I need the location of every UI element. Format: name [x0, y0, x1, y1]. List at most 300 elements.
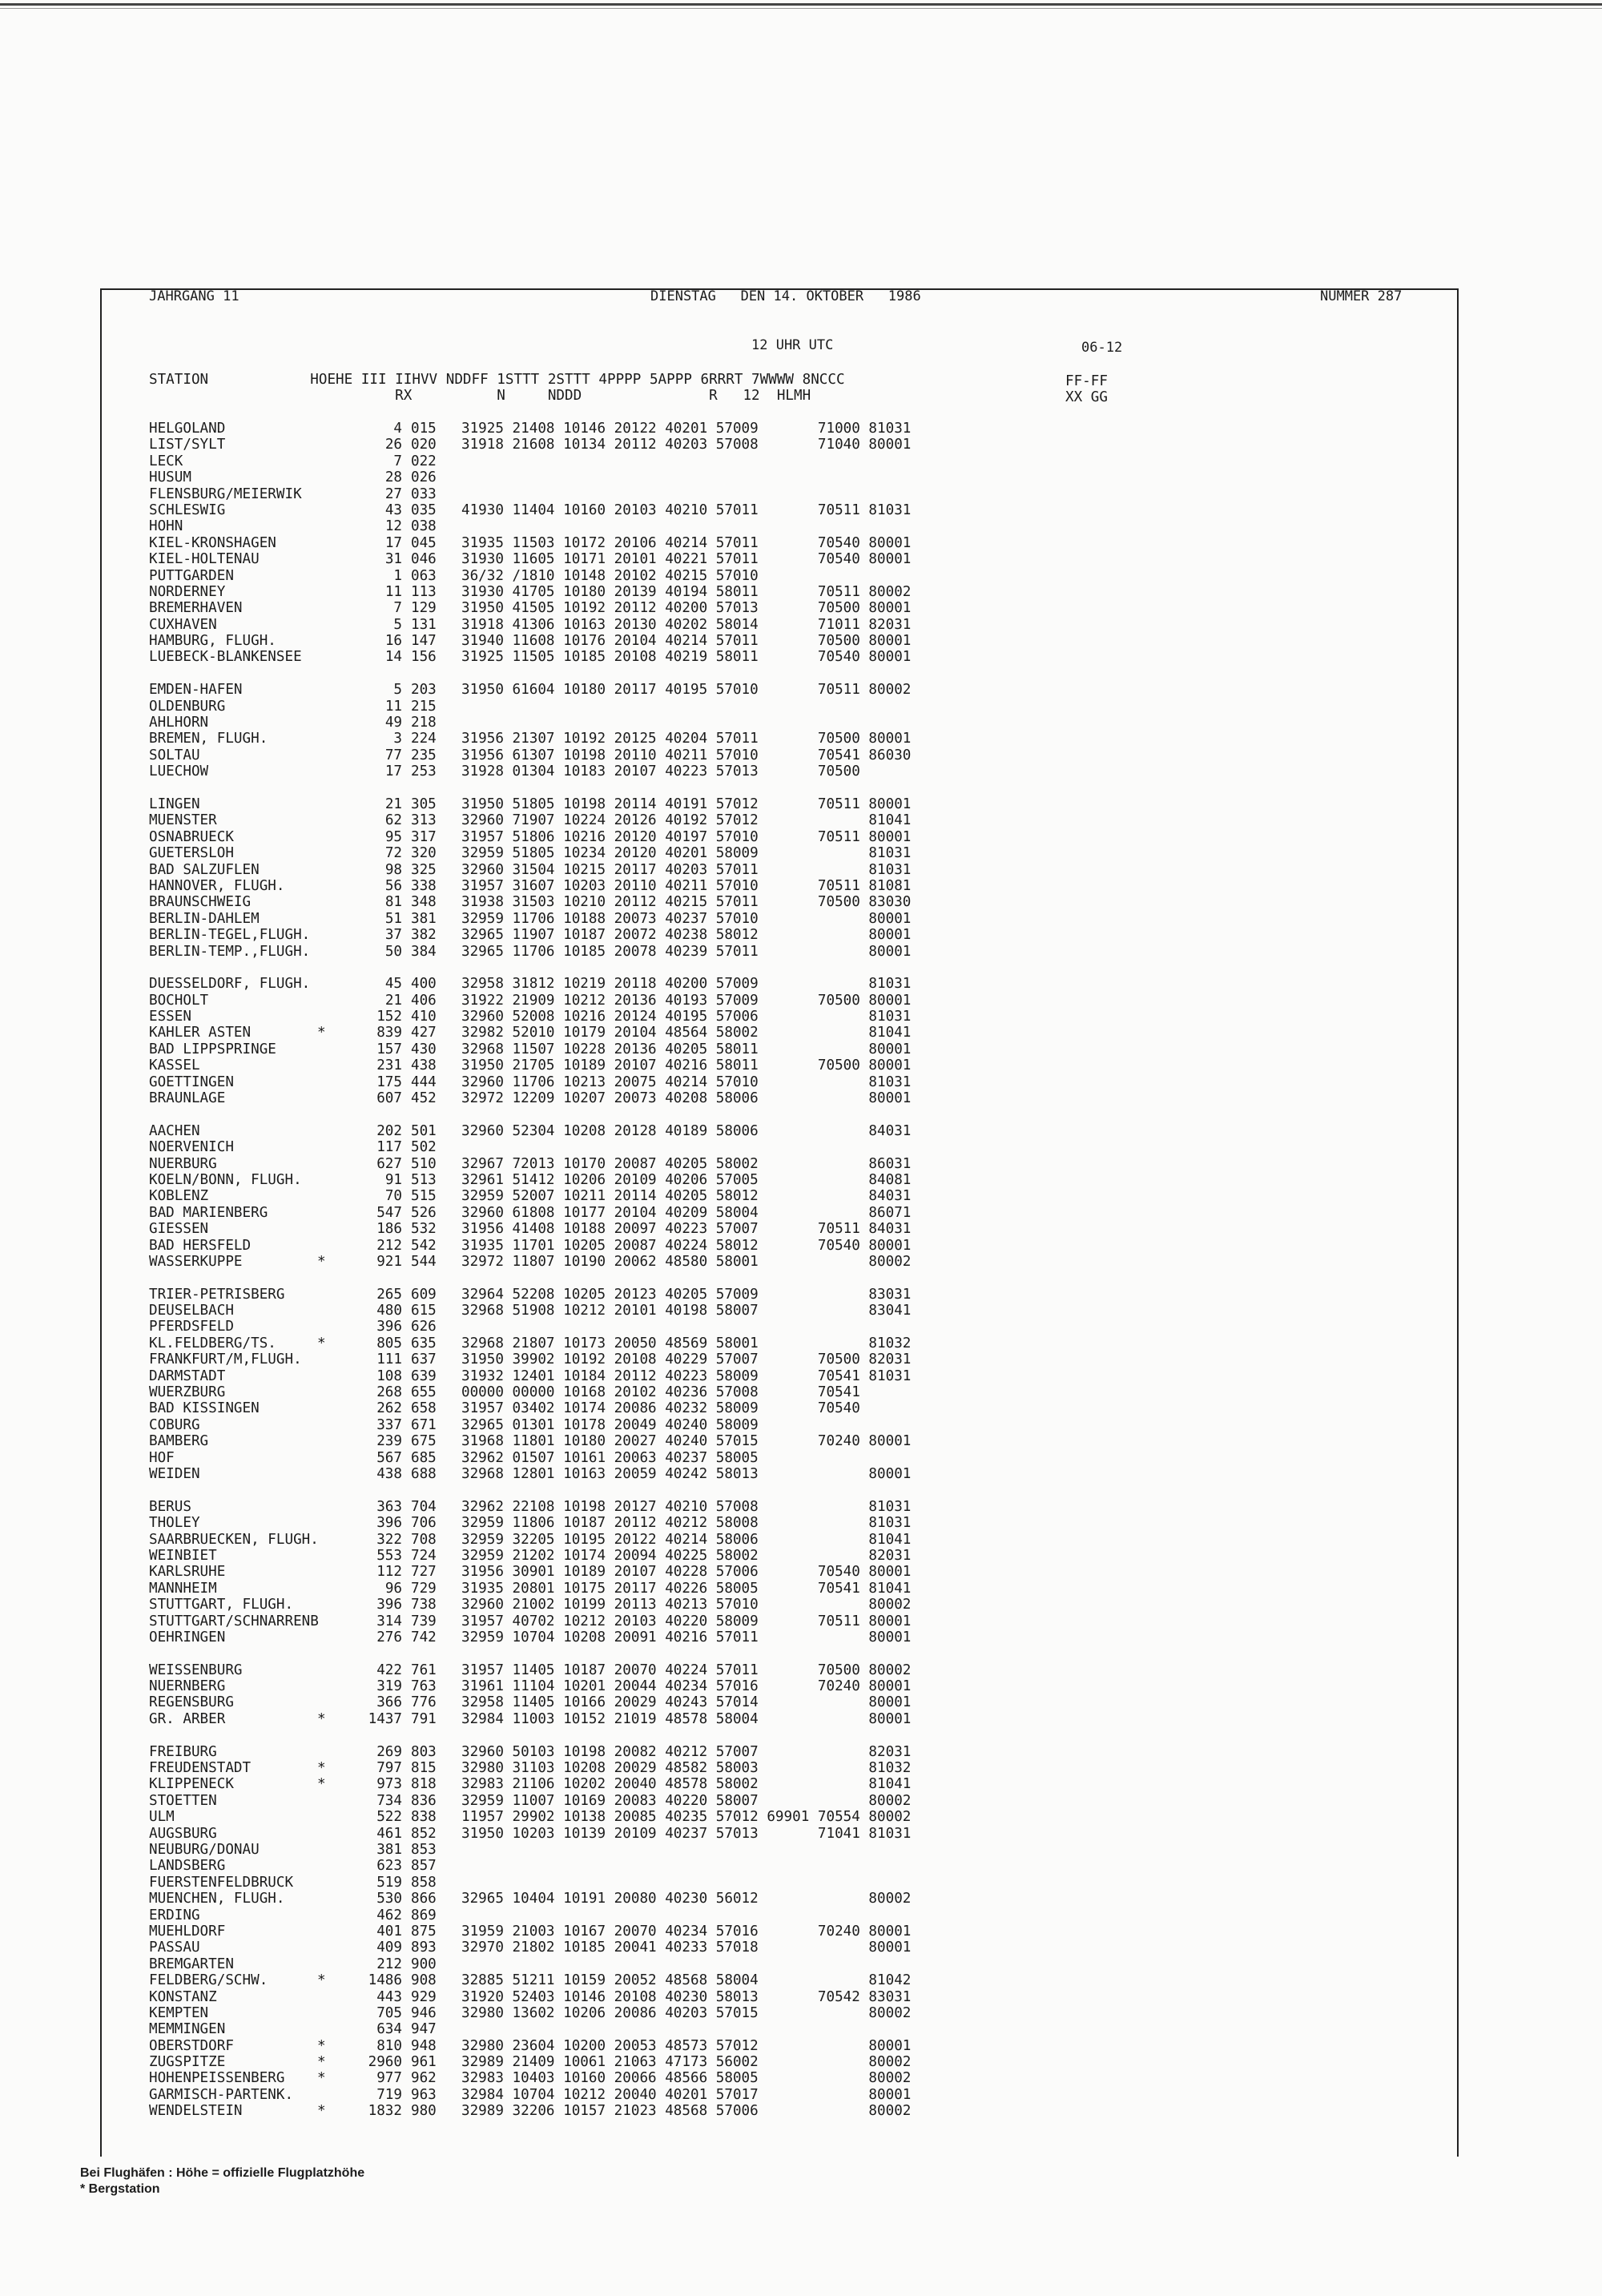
synop-groups: 32983 10403 10160 20066 48566 58005 80002: [461, 2070, 912, 2087]
station-height: 396: [376, 1319, 402, 1335]
station-number: 963: [411, 2086, 437, 2103]
station-height: 14: [384, 649, 402, 666]
station-number: 501: [411, 1122, 437, 1139]
table-row: [149, 1057, 1206, 1073]
station-number: 708: [411, 1531, 437, 1548]
station-name: WUERZBURG: [149, 1384, 226, 1401]
station-number: 639: [411, 1368, 437, 1384]
station-number: 818: [411, 1776, 437, 1793]
table-row: [149, 731, 1206, 747]
synop-groups: 32960 31504 10215 20117 40203 57011 81031: [461, 861, 912, 878]
synop-groups: 31925 21408 10146 20122 40201 57009 71000 81031: [461, 421, 912, 437]
station-number: 724: [411, 1547, 437, 1564]
table-row: [149, 1760, 1206, 1776]
table-row: [149, 1335, 1206, 1351]
station-height: 111: [376, 1351, 402, 1368]
station-height: 17: [384, 534, 402, 551]
station-number: 045: [411, 534, 437, 551]
table-row: [149, 862, 1206, 878]
column-header-right-2: XX GG: [1065, 389, 1108, 405]
station-height: 11: [384, 583, 402, 600]
station-name: HOHENPEISSENBERG: [149, 2070, 285, 2087]
table-row: [149, 1400, 1206, 1416]
station-height: 5: [393, 616, 402, 633]
table-row: [149, 812, 1206, 828]
station-name: BAD MARIENBERG: [149, 1204, 268, 1221]
station-number: 900: [411, 1956, 437, 1972]
table-row: [149, 1678, 1206, 1694]
table-row: [149, 1956, 1206, 1972]
station-height: 5: [393, 682, 402, 699]
station-height: 921: [376, 1253, 402, 1270]
station-height: 70: [384, 1188, 402, 1205]
synop-groups: 31950 10203 10139 20109 40237 57013 71041 81031: [461, 1825, 912, 1842]
station-height: 705: [376, 2004, 402, 2021]
station-height: 239: [376, 1433, 402, 1450]
station-name: KIEL-HOLTENAU: [149, 551, 260, 568]
station-name: GR. ARBER: [149, 1710, 226, 1727]
synop-groups: 31957 03402 10174 20086 40232 58009 70540: [461, 1400, 860, 1417]
station-height: 91: [384, 1171, 402, 1188]
table-row: [149, 1826, 1206, 1842]
station-name: BREMGARTEN: [149, 1956, 234, 1972]
station-height: 51: [384, 910, 402, 927]
table-row: [149, 617, 1206, 633]
station-number: 038: [411, 518, 437, 535]
table-row: [149, 1041, 1206, 1057]
station-number: 893: [411, 1940, 437, 1956]
station-name: ZUGSPITZE: [149, 2054, 226, 2071]
synop-groups: 32885 51211 10159 20052 48568 58004 81042: [461, 1972, 912, 1989]
table-row: [149, 2021, 1206, 2037]
table-row: [149, 894, 1206, 910]
station-number: 438: [411, 1057, 437, 1074]
synop-groups: 32959 52007 10211 20114 40205 58012 84031: [461, 1188, 912, 1205]
synop-groups: 31950 51805 10198 20114 40191 57012 70511 80001: [461, 796, 912, 812]
station-name: KONSTANZ: [149, 1988, 217, 2005]
station-number: 948: [411, 2037, 437, 2054]
table-row: [149, 796, 1206, 812]
synop-groups: 32983 21106 10202 20040 48578 58002 81041: [461, 1776, 912, 1793]
station-height: 72: [384, 845, 402, 862]
station-number: 156: [411, 649, 437, 666]
table-row: [149, 1466, 1206, 1482]
synop-groups: 31950 39902 10192 20108 40229 57007 70500 82031: [461, 1351, 912, 1368]
table-row: [149, 1891, 1206, 1907]
station-height: 381: [376, 1841, 402, 1858]
synop-groups: 32959 11706 10188 20073 40237 57010 80001: [461, 910, 912, 927]
station-number: 803: [411, 1743, 437, 1760]
station-height: 396: [376, 1597, 402, 1613]
station-number: 858: [411, 1874, 437, 1891]
table-row: [149, 2070, 1206, 2086]
synop-groups: 32972 12209 10207 20073 40208 58006 80001: [461, 1090, 912, 1107]
station-number: 609: [411, 1286, 437, 1303]
station-height: 810: [376, 2037, 402, 2054]
table-row: [149, 911, 1206, 927]
table-row: [149, 1188, 1206, 1204]
station-height: 50: [384, 943, 402, 960]
station-height: 396: [376, 1515, 402, 1532]
column-header-right-1: FF-FF: [1065, 373, 1108, 389]
station-number: 857: [411, 1858, 437, 1875]
station-name: NORDERNEY: [149, 583, 226, 600]
station-name: BERLIN-TEMP.,FLUGH.: [149, 943, 311, 960]
station-number: 313: [411, 812, 437, 829]
station-name: WASSERKUPPE: [149, 1253, 243, 1270]
station-height: 422: [376, 1662, 402, 1678]
column-header-2: RX N NDDD R 12 HLMH: [149, 388, 811, 404]
station-height: 1486: [368, 1972, 402, 1989]
station-number: 908: [411, 1972, 437, 1989]
table-row: [149, 1564, 1206, 1580]
station-name: BAMBERG: [149, 1433, 209, 1450]
station-name: KOELN/BONN, FLUGH.: [149, 1171, 302, 1188]
table-row: [149, 1711, 1206, 1727]
synop-groups: 32960 61808 10177 20104 40209 58004 86071: [461, 1204, 912, 1221]
station-number: 510: [411, 1155, 437, 1172]
station-name: LINGEN: [149, 796, 200, 812]
mountain-marker: *: [317, 1776, 326, 1793]
station-number: 513: [411, 1171, 437, 1188]
station-number: 129: [411, 600, 437, 617]
station-height: 202: [376, 1122, 402, 1139]
station-number: 147: [411, 633, 437, 650]
station-height: 37: [384, 927, 402, 944]
table-row: [149, 715, 1206, 731]
synop-groups: 32960 52304 10208 20128 40189 58006 84031: [461, 1122, 912, 1139]
station-name: ULM: [149, 1809, 175, 1826]
station-number: 836: [411, 1792, 437, 1809]
station-name: HANNOVER, FLUGH.: [149, 877, 285, 894]
table-row: [149, 927, 1206, 943]
station-number: 761: [411, 1662, 437, 1678]
station-name: BERLIN-DAHLEM: [149, 910, 260, 927]
station-number: 962: [411, 2070, 437, 2087]
station-number: 763: [411, 1678, 437, 1695]
table-row: [149, 1499, 1206, 1515]
station-name: KARLSRUHE: [149, 1564, 226, 1581]
synop-groups: 31956 61307 10198 20110 40211 57010 70541 86030: [461, 747, 912, 763]
synop-groups: 31930 11605 10171 20101 40221 57011 70540 80001: [461, 551, 912, 568]
station-height: 314: [376, 1613, 402, 1629]
footnote-mountain: * Bergstation: [80, 2182, 160, 2196]
station-name: GIESSEN: [149, 1221, 209, 1238]
station-name: PUTTGARDEN: [149, 567, 234, 584]
synop-groups: 41930 11404 10160 20103 40210 57011 70511 81031: [461, 501, 912, 518]
synop-groups: 32965 01301 10178 20049 40240 58009: [461, 1416, 759, 1433]
mountain-marker: *: [317, 2054, 326, 2071]
table-row: [149, 1532, 1206, 1548]
table-row: [149, 1074, 1206, 1090]
table-row: [149, 976, 1206, 992]
table-row: [149, 568, 1206, 584]
station-height: 519: [376, 1874, 402, 1891]
synop-groups: 31925 11505 10185 20108 40219 58011 70540 80001: [461, 649, 912, 666]
nummer: NUMMER 287: [1320, 288, 1403, 304]
synop-groups: 31957 51806 10216 20120 40197 57010 70511 80001: [461, 828, 912, 845]
table-row: [149, 1515, 1206, 1531]
mountain-marker: *: [317, 1025, 326, 1041]
synop-groups: 32980 13602 10206 20086 40203 57015 80002: [461, 2004, 912, 2021]
synop-groups: 32965 11907 10187 20072 40238 58012 80001: [461, 927, 912, 944]
synop-groups: 32965 10404 10191 20080 40230 56012 80002: [461, 1891, 912, 1907]
station-name: AHLHORN: [149, 715, 209, 731]
station-number: 838: [411, 1809, 437, 1826]
table-row: [149, 2103, 1206, 2119]
table-row: [149, 453, 1206, 469]
mountain-marker: *: [317, 1972, 326, 1989]
station-height: 438: [376, 1466, 402, 1482]
group-gap: [149, 780, 1206, 796]
table-row: [149, 421, 1206, 437]
table-row: [149, 551, 1206, 567]
synop-groups: 31950 21705 10189 20107 40216 58011 70500 80001: [461, 1057, 912, 1074]
station-number: 961: [411, 2054, 437, 2071]
table-row: [149, 1205, 1206, 1221]
table-row: [149, 486, 1206, 502]
station-number: 729: [411, 1580, 437, 1597]
table-row: [149, 699, 1206, 715]
station-name: LUECHOW: [149, 763, 209, 780]
table-row: [149, 1842, 1206, 1858]
station-height: 212: [376, 1237, 402, 1254]
table-row: [149, 1809, 1206, 1825]
station-height: 607: [376, 1090, 402, 1107]
synop-groups: 31932 12401 10184 20112 40223 58009 70541 81031: [461, 1368, 912, 1384]
station-height: 337: [376, 1416, 402, 1433]
table-row: [149, 469, 1206, 485]
synop-groups: 31957 31607 10203 20110 40211 57010 70511 81081: [461, 877, 912, 894]
synop-groups: 31918 41306 10163 20130 40202 58014 71011 82031: [461, 616, 912, 633]
station-height: 553: [376, 1547, 402, 1564]
station-number: 410: [411, 1009, 437, 1025]
table-row: [149, 878, 1206, 894]
station-number: 215: [411, 698, 437, 715]
station-name: SCHLESWIG: [149, 501, 226, 518]
station-height: 973: [376, 1776, 402, 1793]
station-height: 81: [384, 894, 402, 911]
station-height: 11: [384, 698, 402, 715]
table-row: [149, 2005, 1206, 2021]
synop-groups: 32960 11706 10213 20075 40214 57010 81031: [461, 1073, 912, 1090]
table-row: [149, 1368, 1206, 1384]
mountain-marker: *: [317, 1710, 326, 1727]
station-name: HAMBURG, FLUGH.: [149, 633, 276, 650]
station-name: NEUBURG/DONAU: [149, 1841, 260, 1858]
synop-groups: 32960 21002 10199 20113 40213 57010 80002: [461, 1597, 912, 1613]
station-name: PFERDSFELD: [149, 1319, 234, 1335]
table-row: [149, 649, 1206, 665]
station-number: 384: [411, 943, 437, 960]
table-row: [149, 1793, 1206, 1809]
station-name: NUERBURG: [149, 1155, 217, 1172]
synop-groups: 32968 11507 10228 20136 40205 58011 80001: [461, 1041, 912, 1057]
station-name: EMDEN-HAFEN: [149, 682, 243, 699]
station-name: ESSEN: [149, 1009, 191, 1025]
station-name: LECK: [149, 453, 183, 469]
station-height: 623: [376, 1858, 402, 1875]
station-name: AUGSBURG: [149, 1825, 217, 1842]
table-row: [149, 1123, 1206, 1139]
station-height: 62: [384, 812, 402, 829]
station-name: BRAUNLAGE: [149, 1090, 226, 1107]
station-height: 522: [376, 1809, 402, 1826]
table-row: [149, 1221, 1206, 1237]
table-row: [149, 1254, 1206, 1270]
station-number: 688: [411, 1466, 437, 1482]
synop-groups: 31950 61604 10180 20117 40195 57010 70511 80002: [461, 682, 912, 699]
station-number: 046: [411, 551, 437, 568]
station-height: 2960: [368, 2054, 402, 2071]
station-name: KASSEL: [149, 1057, 200, 1074]
station-name: COBURG: [149, 1416, 200, 1433]
table-row: [149, 600, 1206, 616]
station-height: 45: [384, 976, 402, 993]
synop-groups: 31956 21307 10192 20125 40204 57011 70500 80001: [461, 731, 912, 747]
station-height: 43: [384, 501, 402, 518]
table-row: [149, 763, 1206, 779]
footnote-airports: Bei Flughäfen : Höhe = offizielle Flugplatzhöhe: [80, 2166, 365, 2180]
synop-groups: 32980 31103 10208 20029 48582 58003 81032: [461, 1760, 912, 1777]
station-height: 401: [376, 1923, 402, 1940]
station-height: 27: [384, 485, 402, 502]
table-row: [149, 1629, 1206, 1645]
station-height: 186: [376, 1221, 402, 1238]
station-name: BERLIN-TEGEL,FLUGH.: [149, 927, 311, 944]
station-number: 338: [411, 877, 437, 894]
station-name: PASSAU: [149, 1940, 200, 1956]
station-name: HUSUM: [149, 469, 191, 486]
station-name: WEIDEN: [149, 1466, 200, 1482]
station-height: 152: [376, 1009, 402, 1025]
station-name: GARMISCH-PARTENK.: [149, 2086, 294, 2103]
station-number: 515: [411, 1188, 437, 1205]
station-number: 875: [411, 1923, 437, 1940]
station-name: FRANKFURT/M,FLUGH.: [149, 1351, 302, 1368]
station-name: BAD HERSFELD: [149, 1237, 252, 1254]
station-number: 381: [411, 910, 437, 927]
station-number: 224: [411, 731, 437, 747]
station-height: 212: [376, 1956, 402, 1972]
table-row: [149, 1581, 1206, 1597]
table-row: [149, 1351, 1206, 1368]
synop-groups: 32964 52208 10205 20123 40205 57009 83031: [461, 1286, 912, 1303]
station-number: 742: [411, 1629, 437, 1645]
station-name: CUXHAVEN: [149, 616, 217, 633]
station-height: 1832: [368, 2103, 402, 2120]
station-height: 17: [384, 763, 402, 780]
synop-groups: 32984 10704 10212 20040 40201 57017 80001: [461, 2086, 912, 2103]
table-row: [149, 2087, 1206, 2103]
station-number: 406: [411, 992, 437, 1009]
station-name: STUTTGART/SCHNARRENB: [149, 1613, 319, 1629]
station-height: 157: [376, 1041, 402, 1057]
station-height: 480: [376, 1303, 402, 1319]
synop-groups: 32959 21202 10174 20094 40225 58002 82031: [461, 1547, 912, 1564]
station-name: BAD SALZUFLEN: [149, 861, 260, 878]
station-name: FLENSBURG/MEIERWIK: [149, 485, 302, 502]
table-row: [149, 1744, 1206, 1760]
station-name: KIEL-KRONSHAGEN: [149, 534, 276, 551]
station-number: 869: [411, 1907, 437, 1923]
synop-groups: 32961 51412 10206 20109 40206 57005 84081: [461, 1171, 912, 1188]
station-name: HELGOLAND: [149, 421, 226, 437]
station-number: 400: [411, 976, 437, 993]
station-name: LUEBECK-BLANKENSEE: [149, 649, 302, 666]
table-row: [149, 1090, 1206, 1106]
station-name: LIST/SYLT: [149, 437, 226, 453]
station-number: 026: [411, 469, 437, 486]
table-row: [149, 633, 1206, 649]
station-name: OBERSTDORF: [149, 2037, 234, 2054]
synop-groups: 32982 52010 10179 20104 48564 58002 81041: [461, 1025, 912, 1041]
station-height: 98: [384, 861, 402, 878]
synop-groups: 32959 10704 10208 20091 40216 57011 80001: [461, 1629, 912, 1645]
station-number: 685: [411, 1449, 437, 1466]
station-name: HOHN: [149, 518, 183, 535]
station-name: SOLTAU: [149, 747, 200, 763]
table-row: [149, 535, 1206, 551]
station-height: 443: [376, 1988, 402, 2005]
station-name: WENDELSTEIN: [149, 2103, 243, 2120]
station-name: STOETTEN: [149, 1792, 217, 1809]
station-number: 113: [411, 583, 437, 600]
station-number: 532: [411, 1221, 437, 1238]
synop-groups: 32984 11003 10152 21019 48578 58004 80001: [461, 1710, 912, 1727]
synop-groups: 31920 52403 10146 20108 40230 58013 70542 83031: [461, 1988, 912, 2005]
station-height: 276: [376, 1629, 402, 1645]
group-gap: [149, 666, 1206, 682]
table-row: [149, 584, 1206, 600]
station-name: KEMPTEN: [149, 2004, 209, 2021]
station-height: 719: [376, 2086, 402, 2103]
synop-groups: 32959 11007 10169 20083 40220 58007 80002: [461, 1792, 912, 1809]
station-number: 815: [411, 1760, 437, 1777]
synop-groups: 31930 41705 10180 20139 40194 58011 70511 80002: [461, 583, 912, 600]
station-number: 452: [411, 1090, 437, 1107]
observation-time: 12 UHR UTC: [751, 337, 834, 353]
station-height: 366: [376, 1694, 402, 1711]
station-number: 739: [411, 1613, 437, 1629]
station-number: 444: [411, 1073, 437, 1090]
station-number: 325: [411, 861, 437, 878]
station-number: 020: [411, 437, 437, 453]
station-number: 671: [411, 1416, 437, 1433]
station-height: 319: [376, 1678, 402, 1695]
station-number: 655: [411, 1384, 437, 1401]
station-number: 727: [411, 1564, 437, 1581]
station-number: 063: [411, 567, 437, 584]
table-row: [149, 1172, 1206, 1188]
station-height: 12: [384, 518, 402, 535]
station-name: FREUDENSTADT: [149, 1760, 252, 1777]
table-row: [149, 1940, 1206, 1956]
station-name: NUERNBERG: [149, 1678, 226, 1695]
synop-groups: 32970 21802 10185 20041 40233 57018 80001: [461, 1940, 912, 1956]
table-row: [149, 518, 1206, 534]
table-row: [149, 502, 1206, 518]
station-number: 738: [411, 1597, 437, 1613]
table-row: [149, 1907, 1206, 1923]
station-height: 322: [376, 1531, 402, 1548]
group-gap: [149, 1727, 1206, 1743]
top-edge-line: [0, 3, 1602, 6]
mountain-marker: *: [317, 1253, 326, 1270]
synop-groups: 32959 32205 10195 20122 40214 58006 81041: [461, 1531, 912, 1548]
station-name: MEMMINGEN: [149, 2021, 226, 2038]
table-row: [149, 845, 1206, 861]
